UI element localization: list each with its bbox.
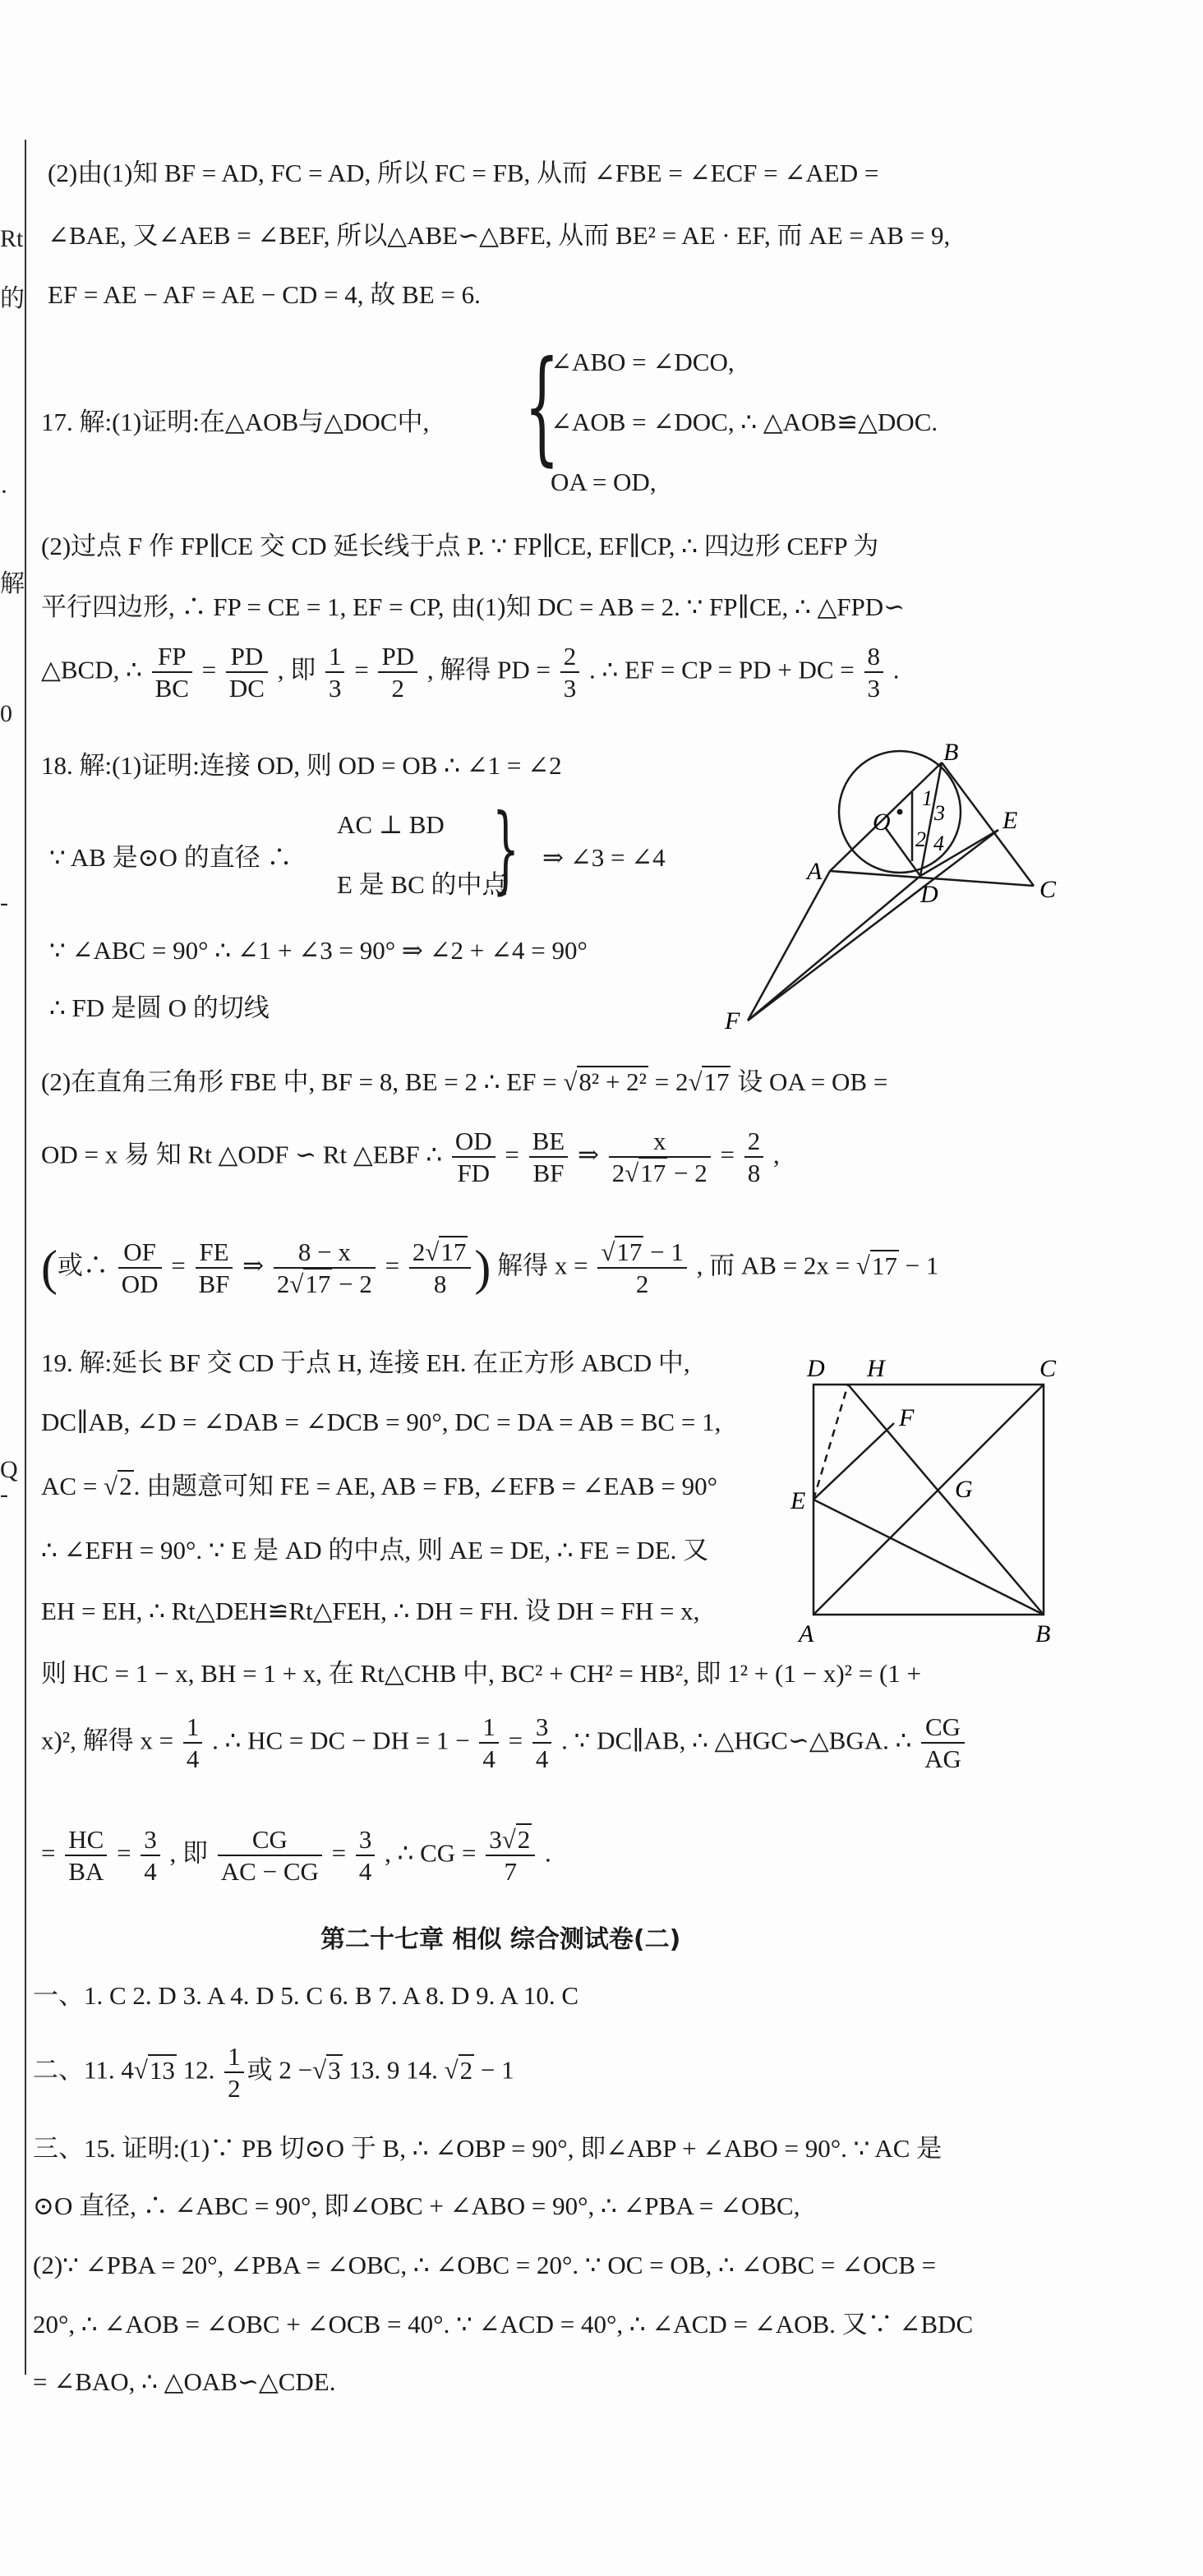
p18-condition-2: E 是 BC 的中点 — [337, 870, 508, 899]
point-label: F — [899, 1404, 915, 1431]
p19-figure — [789, 1348, 1068, 1652]
margin-fragment: - — [0, 1481, 8, 1508]
p17-intro: 17. 解:(1)证明:在△AOB与△DOC中, — [41, 408, 430, 436]
margin-fragment: 解 — [0, 570, 25, 597]
angle-label: 4 — [933, 832, 944, 855]
p18-line-3: ∵ ∠ABC = 90° ∴ ∠1 + ∠3 = 90° ⇒ ∠2 + ∠4 = 90° — [49, 936, 588, 965]
mc-answers: 一、1. C 2. D 3. A 4. D 5. C 6. B 7. A 8. D 9. A 10. C — [33, 1981, 579, 2010]
p19-line-1: 19. 解:延长 BF 交 CD 于点 H, 连接 EH. 在正方形 ABCD 中, — [41, 1348, 690, 1377]
p16-line-3: EF = AE − AF = AE − CD = 4, 故 BE = 6. — [48, 280, 481, 309]
point-label: C — [1039, 1355, 1057, 1382]
margin-rule — [25, 140, 26, 2375]
p18-line-6: OD = x 易 知 Rt △ODF ∽ Rt △EBF ∴ $\frac{OD}{FD}$ = $\frac{BE}{BF}$ ⇒ $\frac{x}{2√17 - 2}$ = $\frac{2}{8}$ , — [41, 1127, 780, 1188]
segment-ef — [748, 830, 998, 1021]
point-label: F — [725, 1007, 740, 1035]
margin-fragment: 的 — [0, 285, 25, 312]
p17-condition-1: ∠ABO = ∠DCO, — [551, 348, 735, 376]
point-label: E — [790, 1487, 806, 1514]
p17-condition-3: OA = OD, — [551, 468, 657, 496]
point-label: D — [807, 1355, 825, 1382]
segment-df — [748, 876, 920, 1021]
point-label: D — [920, 881, 938, 908]
s15-line-5: = ∠BAO, ∴ △OAB∽△CDE. — [33, 2367, 336, 2396]
point-label: C — [1039, 876, 1057, 903]
fill-answers: 二、11. 4√13 12. $\frac{1}{2}$ 或 2 −√3 13. 9 14. √2 − 1 — [33, 2042, 514, 2104]
p19-line-7: x)², 解得 x = $\frac{1}{4}$ . ∴ HC = DC − DH = 1 − $\frac{1}{4}$ = $\frac{3}{4}$ . ∵ DC∥AB, ∴ △HGC∽△BGA. ∴ $\frac{CG}{AG}$ — [41, 1713, 968, 1773]
p19-line-5: EH = EH, ∴ Rt△DEH≌Rt△FEH, ∴ DH = FH. 设 DH = FH = x, — [41, 1597, 700, 1625]
s15-line-3: (2)∵ ∠PBA = 20°, ∠PBA = ∠OBC, ∴ ∠OBC = 20°. ∵ OC = OB, ∴ ∠OBC = ∠OCB = — [33, 2251, 937, 2279]
angle-label: 1 — [922, 786, 933, 810]
p18-condition-1: AC ⊥ BD — [337, 810, 445, 839]
p17-line-4: △BCD, ∴ $\frac{FP}{BC}$ = $\frac{PD}{DC}$ , 即 $\frac{1}{3}$ = $\frac{PD}{2}$ , 解得 PD = $\frac{2}{3}$ . ∴ EF = CP = PD + DC = $\frac{8}{3}$ . — [41, 642, 900, 703]
p18-line-5: (2)在直角三角形 FBE 中, BF = 8, BE = 2 ∴ EF = √8² + 2² = 2√17 设 OA = OB = — [41, 1067, 888, 1096]
s15-line-4: 20°, ∴ ∠AOB = ∠OBC + ∠OCB = 40°. ∵ ∠ACD = 40°, ∴ ∠ACD = ∠AOB. 又∵ ∠BDC — [33, 2310, 974, 2339]
p19-line-6: 则 HC = 1 − x, BH = 1 + x, 在 Rt△CHB 中, BC² + CH² = HB², 即 1² + (1 − x)² = (1 + — [41, 1659, 921, 1688]
point-label: B — [1035, 1620, 1051, 1647]
p18-line-2a: ∵ AB 是⊙O 的直径 ∴ — [49, 843, 293, 872]
segment-af — [748, 871, 830, 1021]
center-dot — [897, 809, 903, 815]
p18-line-7: (或∴ $\frac{OF}{OD}$ = $\frac{FE}{BF}$ ⇒ $\frac{8 - x}{2√17 - 2}$ = $\frac{2√17}{8}$ ) 解得 x = $\frac{√17 - 1}{2}$ , 而 AB = 2x = √17 − 1 — [41, 1237, 939, 1298]
segment-bh — [848, 1385, 1044, 1615]
p17-brace: { — [524, 335, 560, 478]
p18-line-2b: ⇒ ∠3 = ∠4 — [542, 843, 666, 872]
p18-line-4: ∴ FD 是圆 O 的切线 — [49, 993, 270, 1022]
p19-line-8: = $\frac{HC}{BA}$ = $\frac{3}{4}$ , 即 $\frac{CG}{AC - CG}$ = $\frac{3}{4}$ , ∴ CG = $\frac{3√2}{7}$ . — [41, 1825, 551, 1887]
point-label: E — [1002, 807, 1018, 834]
s15-line-1: 三、15. 证明:(1)∵ PB 切⊙O 于 B, ∴ ∠OBP = 90°, 即∠ABP + ∠ABO = 90°. ∵ AC 是 — [33, 2134, 943, 2163]
p19-line-3: AC = √2. 由题意可知 FE = AE, AB = FB, ∠EFB = ∠EAB = 90° — [41, 1472, 718, 1500]
p16-line-2: ∠BAE, 又∠AEB = ∠BEF, 所以△ABE∽△BFE, 从而 BE² = AE · EF, 而 AE = AB = 9, — [48, 221, 951, 250]
p16-line-1: (2)由(1)知 BF = AD, FC = AD, 所以 FC = FB, 从而 ∠FBE = ∠ECF = ∠AED = — [48, 159, 879, 187]
p18-line-1: 18. 解:(1)证明:连接 OD, 则 OD = OB ∴ ∠1 = ∠2 — [41, 751, 562, 780]
point-label: A — [799, 1620, 814, 1647]
diagonal-ac — [814, 1385, 1044, 1615]
p18-figure — [715, 740, 1076, 1035]
margin-fragment: 0 — [0, 700, 12, 727]
point-label: H — [867, 1355, 885, 1382]
p19-line-2: DC∥AB, ∠D = ∠DAB = ∠DCB = 90°, DC = DA = AB = BC = 1, — [41, 1408, 721, 1436]
p17-condition-2: ∠AOB = ∠DOC, ∴ △AOB≌△DOC. — [551, 408, 938, 436]
p19-line-4: ∴ ∠EFH = 90°. ∵ E 是 AD 的中点, 则 AE = DE, ∴ FE = DE. 又 — [41, 1536, 709, 1564]
p17-line-3: 平行四边形, ∴ FP = CE = 1, EF = CP, 由(1)知 DC = AB = 2. ∵ FP∥CE, ∴ △FPD∽ — [41, 592, 906, 621]
p18-brace: { — [492, 802, 519, 912]
point-label: O — [873, 809, 891, 836]
point-label: B — [943, 740, 959, 766]
segment-de — [920, 830, 998, 876]
margin-fragment: - — [0, 889, 8, 916]
angle-label: 2 — [915, 827, 926, 851]
point-label: G — [955, 1476, 973, 1503]
s15-line-2: ⊙O 直径, ∴ ∠ABC = 90°, 即∠OBC + ∠ABO = 90°, ∴ ∠PBA = ∠OBC, — [33, 2191, 800, 2220]
chapter-title: 第二十七章 相似 综合测试卷(二) — [320, 1925, 681, 1954]
segment-bc — [942, 763, 1034, 886]
margin-fragment: Q — [0, 1456, 18, 1483]
p17-line-2: (2)过点 F 作 FP∥CE 交 CD 延长线于点 P. ∵ FP∥CE, EF∥CP, ∴ 四边形 CEFP 为 — [41, 532, 879, 560]
margin-fragment: · — [0, 478, 8, 505]
margin-fragment: Rt — [0, 225, 24, 252]
segment-eb — [814, 1500, 1044, 1615]
angle-label: 3 — [934, 801, 945, 825]
point-label: A — [807, 858, 823, 885]
